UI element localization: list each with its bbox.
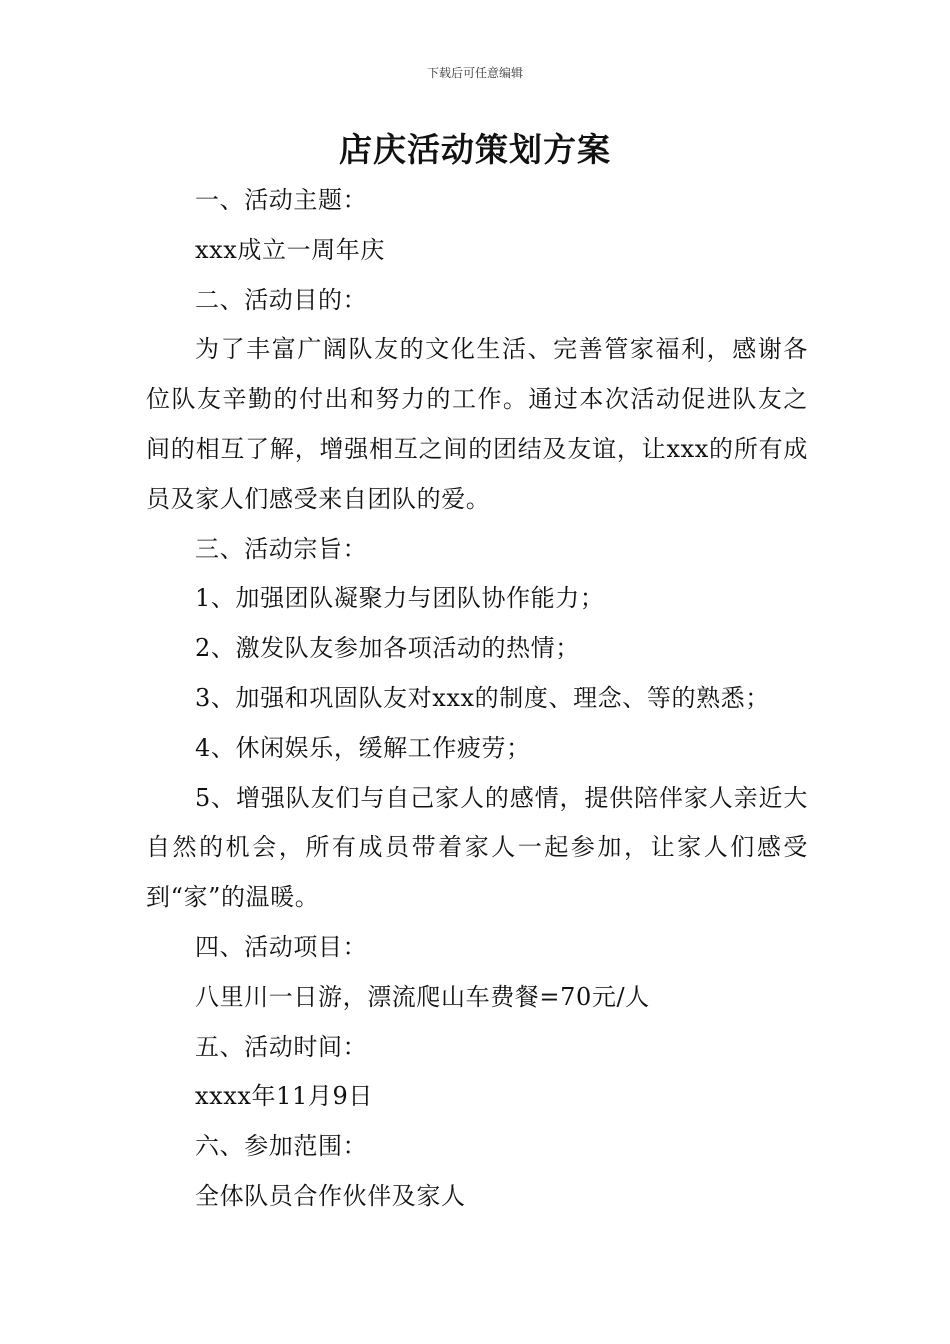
principle-item-5: 5、增强队友们与自己家人的感情，提供陪伴家人亲近大自然的机会，所有成员带着家人一起参加，让家人们感受到“家”的温暖。 bbox=[146, 783, 808, 912]
theme-text: xxx成立一周年庆 bbox=[195, 235, 386, 264]
principle-item-1: 1、加强团队凝聚力与团队协作能力； bbox=[195, 584, 605, 613]
section-heading-activities: 四、活动项目： bbox=[195, 932, 368, 961]
scope-text: 全体队员合作伙伴及家人 bbox=[195, 1181, 466, 1210]
time-text: xxxx年11月9日 bbox=[195, 1082, 373, 1111]
document-title: 店庆活动策划方案 bbox=[339, 130, 611, 169]
principle-item-2: 2、激发队友参加各项活动的热情； bbox=[195, 634, 580, 663]
principle-item-3: 3、加强和巩固队友对xxx的制度、理念、等的熟悉； bbox=[195, 683, 770, 712]
section-heading-principles: 三、活动宗旨： bbox=[195, 534, 368, 563]
section-heading-scope: 六、参加范围： bbox=[195, 1132, 368, 1161]
document-body bbox=[146, 176, 808, 1222]
section-heading-theme: 一、活动主题： bbox=[195, 186, 368, 214]
activities-text: 八里川一日游，漂流爬山车费餐=70元/人 bbox=[195, 982, 650, 1011]
section-heading-purpose: 二、活动目的： bbox=[195, 285, 368, 314]
purpose-text: 为了丰富广阔队友的文化生活、完善管家福利，感谢各位队友辛勤的付出和努力的工作。通过本次活动促进队友之间的相互了解，增强相互之间的团结及友谊，让xxx的所有成员及家人们感受来自团队的爱。 bbox=[146, 335, 808, 513]
principle-item-4: 4、休闲娱乐，缓解工作疲劳； bbox=[195, 733, 531, 762]
header-note: 下载后可任意编辑 bbox=[426, 66, 523, 80]
section-heading-time: 五、活动时间： bbox=[195, 1032, 368, 1061]
